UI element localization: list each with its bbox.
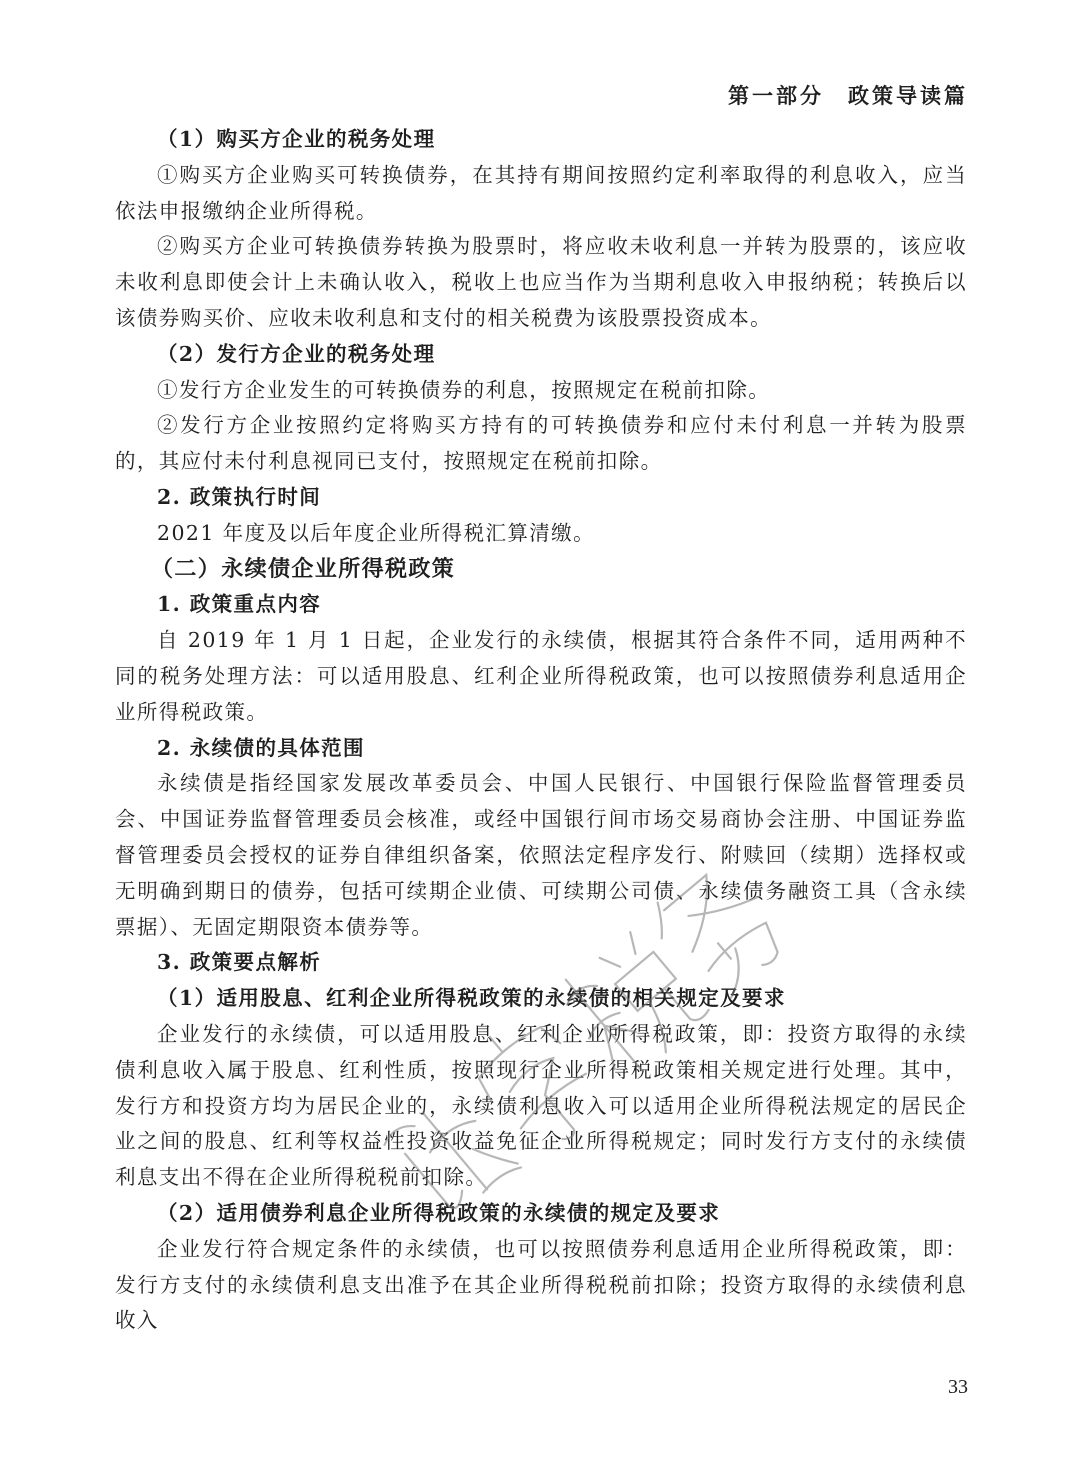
heading-effective-time: 2. 政策执行时间 (157, 484, 322, 509)
page-number: 33 (948, 1376, 968, 1398)
paragraph: ①发行方企业发生的可转换债券的利息，按照规定在税前扣除。 (157, 377, 771, 402)
running-head: 第一部分 政策导读篇 (728, 83, 968, 108)
subheading-buyer-tax: （1）购买方企业的税务处理 (157, 127, 436, 151)
heading-analysis: 3. 政策要点解析 (157, 950, 322, 975)
heading-key-content: 1. 政策重点内容 (157, 592, 322, 617)
subheading-dividend-policy: （1）适用股息、红利企业所得税政策的永续债的相关规定及要求 (157, 986, 786, 1011)
page-body (115, 122, 967, 1339)
subheading-issuer-tax: （2）发行方企业的税务处理 (157, 341, 436, 366)
paragraph: ②发行方企业按照约定将购买方持有的可转换债券和应付未付利息一并转为股票的，其应付未付利息视同已支付，按照规定在税前扣除。 (115, 413, 967, 474)
paragraph: 企业发行的永续债，可以适用股息、红利企业所得税政策，即：投资方取得的永续债利息收入属于股息、红利性质，按照现行企业所得税政策相关规定进行处理。其中，发行方和投资方均为居民企业的，永续债利息收入可以适用企业所得税法规定的居民企业之间的股息、红利等权益性投资收益免征企业所得税规定；同时发行方支付的永续债利息支出不得在企业所得税税前扣除。 (115, 1021, 967, 1190)
paragraph: 企业发行符合规定条件的永续债，也可以按照债券利息适用企业所得税政策，即：发行方支付的永续债利息支出准予在其企业所得税税前扣除；投资方取得的永续债利息收入 (115, 1236, 967, 1333)
heading-scope: 2. 永续债的具体范围 (157, 735, 365, 760)
paragraph: 2021 年度及以后年度企业所得税汇算清缴。 (157, 520, 595, 545)
subheading-interest-policy: （2）适用债券利息企业所得税政策的永续债的规定及要求 (157, 1200, 721, 1225)
paragraph: ①购买方企业购买可转换债券，在其持有期间按照约定利率取得的利息收入，应当依法申报缴纳企业所得税。 (115, 162, 967, 223)
section-heading-perpetual-bonds: （二）永续债企业所得税政策 (151, 555, 456, 582)
paragraph: 自 2019 年 1 月 1 日起，企业发行的永续债，根据其符合条件不同，适用两种不同的税务处理方法：可以适用股息、红利企业所得税政策，也可以按照债券利息适用企业所得税政策。 (115, 628, 967, 724)
paragraph: ②购买方企业可转换债券转换为股票时，将应收未收利息一并转为股票的，该应收未收利息即使会计上未确认收入，税收上也应当作为当期利息收入申报纳税；转换后以该债券购买价、应收未收利息和支付的相关税费为该股票投资成本。 (115, 234, 967, 330)
paragraph: 永续债是指经国家发展改革委员会、中国人民银行、中国银行保险监督管理委员会、中国证券监督管理委员会核准，或经中国银行间市场交易商协会注册、中国证券监督管理委员会授权的证券自律组织备案，依照法定程序发行、附赎回（续期）选择权或无明确到期日的债券，包括可续期企业债、可续期公司债、永续债务融资工具（含永续票据）、无固定期限资本债券等。 (115, 771, 967, 939)
